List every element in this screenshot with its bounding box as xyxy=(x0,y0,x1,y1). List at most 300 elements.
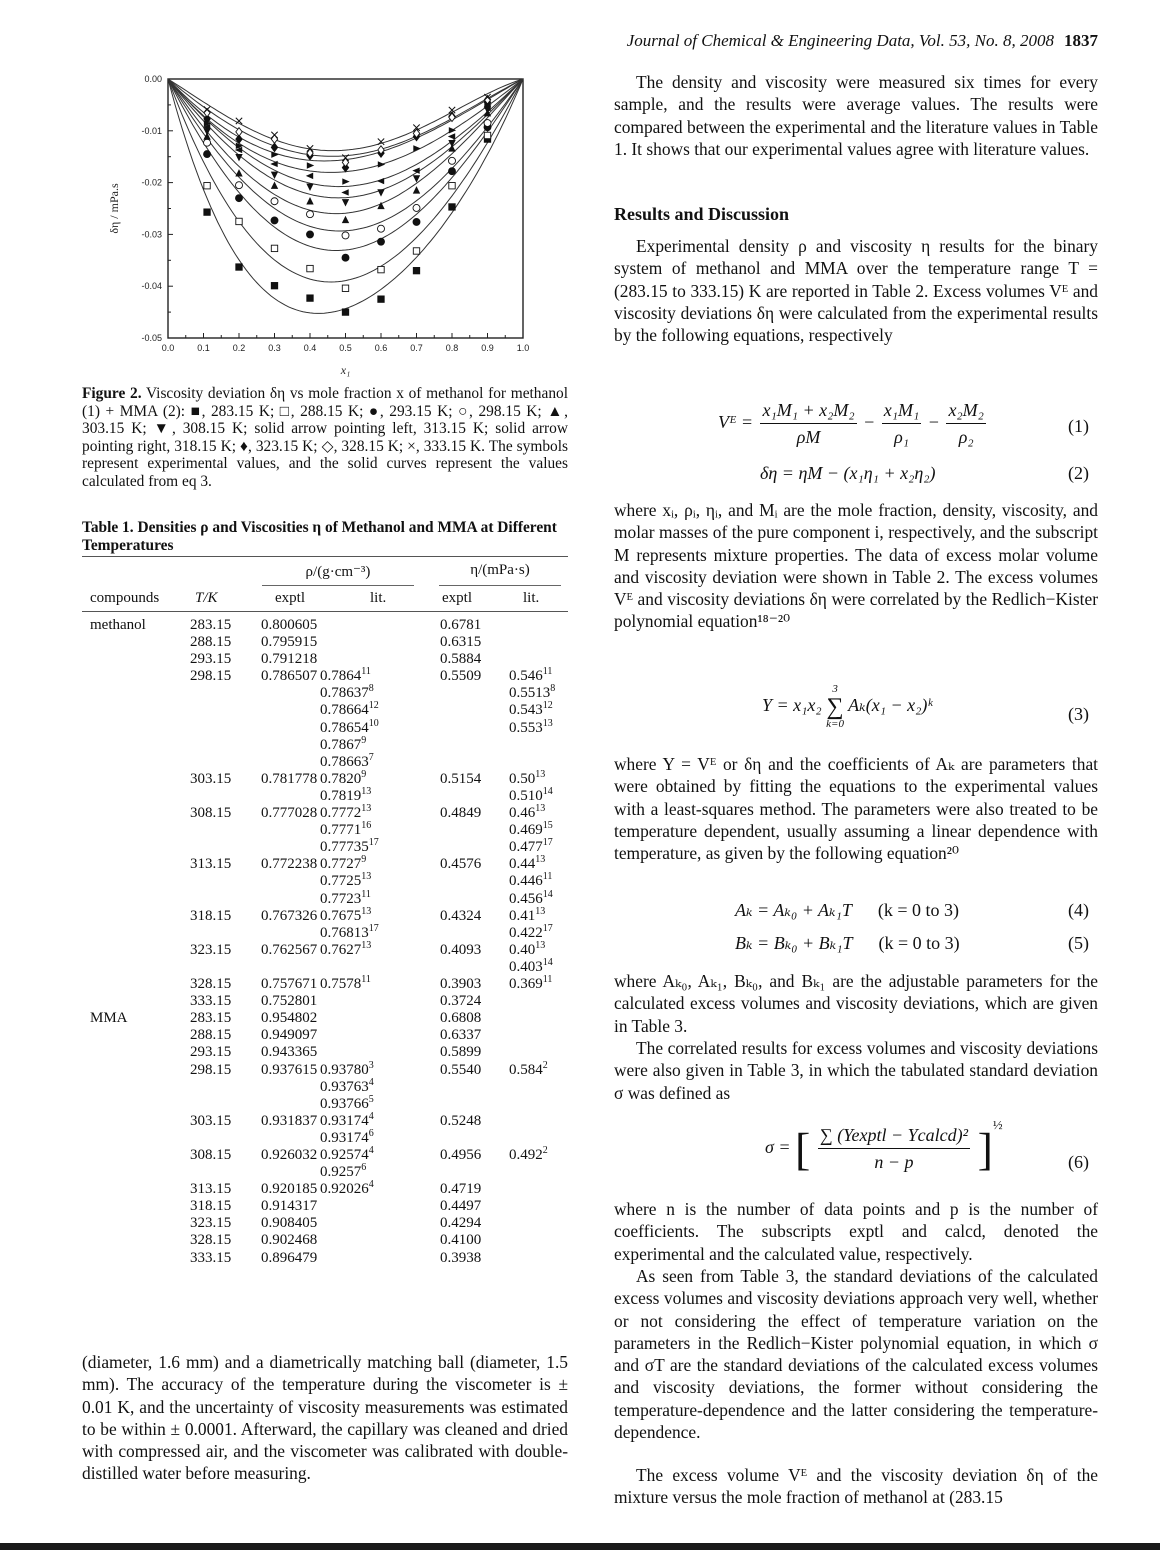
reference-superscript: 14 xyxy=(542,888,553,900)
eq5-text: Bₖ = Bₖ₀ + Bₖ₁T xyxy=(735,933,853,953)
data-point-filled-circle xyxy=(236,195,243,202)
cell-viscosity-exptl: 0.4294 xyxy=(440,1215,482,1232)
cell-viscosity-exptl: 0.4956 xyxy=(440,1146,482,1163)
cell-temperature: 328.15 xyxy=(190,976,232,993)
eq5-number: (5) xyxy=(1068,933,1089,953)
data-point-filled-square xyxy=(307,295,313,301)
col-header-eta-lit: lit. xyxy=(523,590,540,606)
reference-superscript: 13 xyxy=(361,871,372,883)
cell-density-exptl: 0.896479 xyxy=(261,1249,318,1266)
cell-density-lit: 0.92574$^4$ 0.9257$^6$ xyxy=(320,1144,374,1181)
cell-temperature: 323.15 xyxy=(190,941,232,958)
data-point-open-square xyxy=(307,265,313,271)
reference-superscript: 13 xyxy=(535,768,546,780)
data-point-open-square xyxy=(271,245,277,251)
reference-superscript: 17 xyxy=(368,837,379,849)
equation-1 xyxy=(718,400,989,448)
paragraph-results: Experimental density ρ and viscosity η results for the binary system of methanol and MMA over the temperature range T = (283.15 to 333.15) K are reported in Table 2. Excess volumes Vᴱ and viscosity deviations δη were calculated from the experimental results by the following equations, respectively xyxy=(614,236,1098,346)
table-row xyxy=(82,1110,568,1147)
cell-temperature: 293.15 xyxy=(190,651,232,668)
reference-superscript: 14 xyxy=(542,785,553,797)
cell-compound: MMA xyxy=(90,1010,128,1027)
cell-temperature: 303.15 xyxy=(190,1112,232,1129)
x-tick-label: 0.6 xyxy=(374,343,388,353)
data-point-open-circle xyxy=(378,225,385,232)
table-row xyxy=(82,1044,568,1061)
paragraph-measurements: The density and viscosity were measured six times for every sample, and the results were average values. The results were compared between the experimental and the literature values in Table 1. It shows that our experimental values agree with literature values. xyxy=(614,72,1098,159)
data-point-filled-triangle-left xyxy=(448,133,455,139)
data-point-filled-diamond xyxy=(271,143,277,151)
y-tick-label: 0.00 xyxy=(144,74,162,84)
cell-density-exptl: 0.757671 xyxy=(261,976,318,993)
eq1-minus-2: − xyxy=(928,412,939,433)
eq3-sum-top: 3 xyxy=(832,683,838,695)
page-bottom-edge xyxy=(0,1543,1160,1550)
equation-3 xyxy=(762,684,932,730)
cell-viscosity-exptl: 0.4497 xyxy=(440,1198,482,1215)
cell-temperature: 318.15 xyxy=(190,1198,232,1215)
reference-superscript: 9 xyxy=(361,768,367,780)
cell-density-exptl: 0.781778 xyxy=(261,770,318,787)
reference-superscript: 14 xyxy=(542,956,553,968)
cell-temperature: 333.15 xyxy=(190,1249,232,1266)
data-point-filled-triangle-right xyxy=(342,178,349,184)
table-row xyxy=(82,617,568,634)
cell-viscosity-exptl: 0.5899 xyxy=(440,1044,482,1061)
reference-superscript: 17 xyxy=(368,922,379,934)
cell-temperature: 323.15 xyxy=(190,1215,232,1232)
reference-superscript: 4 xyxy=(368,1144,374,1156)
fit-curve-28315K xyxy=(168,79,523,313)
data-point-filled-square xyxy=(413,267,419,273)
cell-density-exptl: 0.777028 xyxy=(261,805,318,822)
reference-superscript: 8 xyxy=(550,683,556,695)
cell-viscosity-lit: 0.369$^{11}$ xyxy=(509,974,553,993)
table-row xyxy=(82,939,568,976)
reference-superscript: 11 xyxy=(542,974,553,986)
data-point-filled-square xyxy=(378,296,384,302)
reference-superscript: 5 xyxy=(368,1093,374,1105)
col-header-rho-exptl: exptl xyxy=(275,590,305,606)
data-point-filled-square xyxy=(342,309,348,315)
cell-viscosity-lit: 0.46$^{13}$ 0.469$^{15}$ 0.477$^{17}$ xyxy=(509,803,553,856)
paragraph-n-p: where n is the number of data points and p is the number of coefficients. The subscripts exptl and calcd, denoted the experimental and the calculated value, respectively. xyxy=(614,1199,1098,1264)
cell-density-exptl: 0.752801 xyxy=(261,993,318,1010)
cell-temperature: 288.15 xyxy=(190,1027,232,1044)
table-row xyxy=(82,1010,568,1027)
cell-density-lit: 0.7627$^{13}$ xyxy=(320,939,372,958)
cell-density-exptl: 0.937615 xyxy=(261,1061,318,1078)
figure-caption xyxy=(82,385,568,491)
viscosity-deviation-chart xyxy=(0,0,580,380)
cell-temperature: 283.15 xyxy=(190,617,232,633)
cell-viscosity-exptl: 0.4719 xyxy=(440,1181,482,1198)
cell-temperature: 333.15 xyxy=(190,993,232,1010)
cell-viscosity-exptl: 0.5540 xyxy=(440,1061,482,1078)
table-row xyxy=(82,805,568,856)
col-header-rho-lit: lit. xyxy=(370,590,387,606)
y-axis-label: δη / mPa.s xyxy=(107,183,121,234)
equation-5 xyxy=(735,933,960,954)
x-tick-label: 0.3 xyxy=(268,343,281,353)
data-point-filled-triangle-up xyxy=(235,169,242,176)
cell-density-exptl: 0.954802 xyxy=(261,1010,318,1027)
table-row xyxy=(82,668,568,771)
eta-group-rule xyxy=(439,585,561,586)
reference-superscript: 13 xyxy=(535,939,546,951)
data-point-filled-triangle-left xyxy=(341,189,348,195)
eq6-numerator: ∑ (Yexptl − Ycalcd)² xyxy=(818,1125,970,1149)
eq1-den2: ρ₁ xyxy=(894,427,909,447)
eq6-number: (6) xyxy=(1068,1152,1089,1172)
cell-viscosity-exptl: 0.4324 xyxy=(440,907,482,924)
col-header-temperature: T/K xyxy=(195,590,218,606)
data-point-open-square xyxy=(413,248,419,254)
cell-viscosity-lit: 0.41$^{13}$ 0.422$^{17}$ xyxy=(509,905,553,941)
reference-superscript: 13 xyxy=(361,939,372,951)
reference-superscript: 13 xyxy=(535,803,546,815)
col-header-eta-exptl: exptl xyxy=(442,590,472,606)
cell-density-exptl: 0.795915 xyxy=(261,634,318,651)
cell-temperature: 293.15 xyxy=(190,1044,232,1061)
left-paragraph: (diameter, 1.6 mm) and a diametrically matching ball (diameter, 1.5 mm). The accuracy of the temperature during the viscometer is ± 0.01 K, and the uncertainty of viscosity measurements was estimated to be within ± 0.0001. Afterward, the capillary was cleaned and dried with compressed air, and the viscometer was calibrated with double-distilled water before measuring. xyxy=(82,1352,568,1484)
col-header-compounds: compounds xyxy=(90,590,160,606)
cell-density-exptl: 0.902468 xyxy=(261,1232,318,1249)
fit-curve-32815K xyxy=(168,79,523,156)
section-heading: Results and Discussion xyxy=(614,204,790,224)
data-point-open-square xyxy=(342,285,348,291)
data-point-filled-triangle-right xyxy=(307,162,314,168)
data-point-open-square xyxy=(378,266,384,272)
cell-viscosity-lit: 0.44$^{13}$ 0.446$^{11}$ 0.456$^{14}$ xyxy=(509,854,553,907)
table-row xyxy=(82,976,568,993)
table-row xyxy=(82,1232,568,1249)
table-row xyxy=(82,1027,568,1044)
table-row xyxy=(82,1250,568,1267)
eq1-den1: ρM xyxy=(796,427,821,447)
cell-density-lit: 0.7578$^{11}$ xyxy=(320,974,371,993)
cell-temperature: 318.15 xyxy=(190,907,232,924)
eq3-sum-bottom: k=0 xyxy=(826,718,844,730)
y-tick-label: -0.01 xyxy=(141,125,162,136)
data-point-filled-circle xyxy=(342,254,349,261)
cell-temperature: 313.15 xyxy=(190,1181,232,1198)
cell-viscosity-lit: 0.584$^2$ xyxy=(509,1059,548,1078)
cell-temperature: 308.15 xyxy=(190,805,232,822)
data-point-open-square xyxy=(204,183,210,189)
data-point-filled-triangle-up xyxy=(342,216,349,223)
data-point-open-circle xyxy=(449,157,456,164)
cell-temperature: 298.15 xyxy=(190,1061,232,1078)
cell-density-exptl: 0.800605 xyxy=(261,617,318,633)
cell-viscosity-exptl: 0.5884 xyxy=(440,651,482,668)
table-row xyxy=(82,634,568,651)
x-tick-label: 0.0 xyxy=(161,343,175,353)
cell-density-lit: 0.7727$^9$ 0.7725$^{13}$ 0.7723$^{11}$ xyxy=(320,854,372,907)
eq6-denominator: n − p xyxy=(874,1151,914,1172)
cell-viscosity-exptl: 0.5248 xyxy=(440,1112,482,1129)
eq4-text: Aₖ = Aₖ₀ + Aₖ₁T xyxy=(735,900,852,920)
cell-viscosity-lit: 0.546$^{11}$ 0.5513$^8$ 0.543$^{12}$ 0.553$^{13}$ xyxy=(509,666,556,736)
reference-superscript: 13 xyxy=(542,717,553,729)
data-point-filled-triangle-right xyxy=(378,161,385,167)
data-point-filled-triangle-up xyxy=(413,186,420,193)
eq1-minus: − xyxy=(864,412,875,433)
reference-superscript: 13 xyxy=(361,785,372,797)
reference-superscript: 11 xyxy=(542,666,553,678)
reference-superscript: 12 xyxy=(368,700,379,712)
data-point-filled-triangle-down xyxy=(448,140,455,147)
y-tick-label: -0.03 xyxy=(141,229,162,240)
reference-superscript: 11 xyxy=(361,974,371,986)
data-point-filled-circle xyxy=(204,151,211,158)
data-point-filled-triangle-down xyxy=(306,184,313,191)
reference-superscript: 7 xyxy=(368,751,374,763)
y-tick-label: -0.02 xyxy=(141,177,162,188)
eq2-number: (2) xyxy=(1068,463,1089,483)
data-point-open-circle xyxy=(271,198,278,205)
table-title: Table 1. Densities ρ and Viscosities η of Methanol and MMA at Different Temperatures xyxy=(82,519,557,554)
cell-viscosity-exptl: 0.4093 xyxy=(440,941,482,958)
paragraph-correlation: The correlated results for excess volumes and viscosity deviations were also given in Table 3, in which the tabulated standard deviation σ was defined as xyxy=(614,1038,1098,1103)
rho-group-rule xyxy=(262,585,414,586)
cell-viscosity-lit: 0.50$^{13}$ 0.510$^{14}$ xyxy=(509,768,553,804)
cell-viscosity-exptl: 0.4576 xyxy=(440,856,482,873)
data-point-open-circle xyxy=(484,120,491,127)
eq1-num1: x₁M₁ + x₂M₂ xyxy=(760,400,856,424)
cell-density-exptl: 0.791218 xyxy=(261,651,318,668)
sum-symbol: ∑ xyxy=(826,694,844,720)
cell-viscosity-exptl: 0.3903 xyxy=(440,976,482,993)
eq3-lhs: Y = x₁x₂ xyxy=(762,695,822,716)
figure-label: Figure 2. xyxy=(82,385,142,402)
cell-temperature: 298.15 xyxy=(190,668,232,685)
data-point-filled-triangle-left xyxy=(377,178,384,184)
eq1-lhs: Vᴱ = xyxy=(718,412,753,433)
reference-superscript: 17 xyxy=(542,922,553,934)
table-top-rule xyxy=(82,556,568,557)
eq1-num2: x₁M₁ xyxy=(882,400,922,424)
eq4-condition: (k = 0 to 3) xyxy=(877,900,959,920)
table-row xyxy=(82,905,568,942)
cell-density-exptl: 0.767326 xyxy=(261,907,318,924)
x-tick-label: 0.7 xyxy=(410,343,423,353)
cell-viscosity-exptl: 0.4849 xyxy=(440,805,482,822)
paragraph-parameters: where Y = Vᴱ or δη and the coefficients of Aₖ are parameters that were obtained by fitting the equations to the experimental values with a least-squares method. The parameters were also treated to be temperature dependent, usually assuming a linear dependence with temperature, as given by the following equation²⁰ xyxy=(614,754,1098,864)
cell-density-lit: 0.7864$^{11}$ 0.78637$^8$ 0.78664$^{12}$ 0.78654$^{10}$ 0.7867$^9$ 0.78663$^7$ xyxy=(320,666,379,770)
running-header xyxy=(560,31,1098,51)
paragraph-adjustable-params: where Aₖ₀, Aₖ₁, Bₖ₀, and Bₖ₁ are the adjustable parameters for the calculated excess volumes and viscosity deviations, which are given in Table 3. xyxy=(614,971,1098,1036)
reference-superscript: 3 xyxy=(368,1059,374,1071)
cell-temperature: 303.15 xyxy=(190,770,232,787)
cell-density-lit: 0.93174$^4$ 0.93174$^6$ xyxy=(320,1110,374,1146)
x-tick-label: 0.8 xyxy=(445,343,459,353)
cell-density-lit: 0.92026$^4$ xyxy=(320,1179,374,1198)
data-point-filled-circle xyxy=(378,238,385,245)
data-point-filled-triangle-up xyxy=(306,197,313,204)
cell-viscosity-lit: 0.492$^2$ xyxy=(509,1144,548,1163)
y-tick-label: -0.04 xyxy=(141,281,162,292)
data-point-filled-triangle-left xyxy=(306,173,313,179)
cell-viscosity-exptl: 0.6781 xyxy=(440,617,482,633)
x-tick-label: 0.9 xyxy=(481,343,494,353)
reference-superscript: 15 xyxy=(542,820,553,832)
x-tick-label: 0.5 xyxy=(339,343,352,353)
data-point-filled-circle xyxy=(271,217,278,224)
cell-viscosity-exptl: 0.3724 xyxy=(440,993,482,1010)
data-point-filled-circle xyxy=(307,231,314,238)
data-point-filled-square xyxy=(271,282,277,288)
reference-superscript: 16 xyxy=(361,820,372,832)
data-point-open-square xyxy=(236,218,242,224)
data-point-open-circle xyxy=(236,182,243,189)
reference-superscript: 9 xyxy=(361,854,367,866)
y-tick-label: -0.05 xyxy=(141,333,162,343)
equation-2: δη = ηM − (x₁η₁ + x₂η₂) xyxy=(760,463,936,483)
data-point-open-square xyxy=(449,183,455,189)
eta-group-header: η/(mPa·s) xyxy=(470,562,530,578)
eq1-num3: x₂M₂ xyxy=(946,400,986,424)
cell-density-exptl: 0.926032 xyxy=(261,1146,318,1163)
data-point-open-diamond xyxy=(271,135,277,143)
table-row xyxy=(82,993,568,1010)
fit-curve-33315K xyxy=(168,79,523,151)
cell-viscosity-exptl: 0.3938 xyxy=(440,1249,482,1266)
reference-superscript: 13 xyxy=(535,854,546,866)
cell-density-lit: 0.7675$^{13}$ 0.76813$^{17}$ xyxy=(320,905,379,941)
cell-density-lit: 0.93780$^3$ 0.93763$^4$ 0.93766$^5$ xyxy=(320,1059,374,1112)
eq6-lhs: σ = xyxy=(765,1137,791,1157)
cell-temperature: 283.15 xyxy=(190,1010,232,1027)
cell-viscosity-exptl: 0.5154 xyxy=(440,770,482,787)
table-row xyxy=(82,1059,568,1113)
reference-superscript: 4 xyxy=(368,1110,374,1122)
cell-viscosity-exptl: 0.6315 xyxy=(440,634,482,651)
reference-superscript: 9 xyxy=(361,734,367,746)
cell-viscosity-exptl: 0.4100 xyxy=(440,1232,482,1249)
eq3-rhs: Aₖ(x₁ − x₂)ᵏ xyxy=(848,695,933,716)
reference-superscript: 8 xyxy=(368,683,374,695)
data-point-filled-square xyxy=(204,209,210,215)
table-row xyxy=(82,1215,568,1232)
eq6-exponent: ½ xyxy=(992,1117,1003,1132)
reference-superscript: 2 xyxy=(542,1144,548,1156)
cell-density-exptl: 0.908405 xyxy=(261,1215,318,1232)
cell-temperature: 328.15 xyxy=(190,1232,232,1249)
x-tick-label: 0.4 xyxy=(303,343,317,353)
data-point-filled-triangle-right xyxy=(271,151,278,157)
table-row xyxy=(82,1198,568,1215)
reference-superscript: 2 xyxy=(542,1059,548,1071)
reference-superscript: 13 xyxy=(535,905,546,917)
cell-viscosity-exptl: 0.6808 xyxy=(440,1010,482,1027)
cell-density-lit: 0.7772$^{13}$ 0.7771$^{16}$ 0.77735$^{17}$ xyxy=(320,803,379,856)
reference-superscript: 12 xyxy=(542,700,553,712)
page-number: 1837 xyxy=(1064,31,1098,50)
reference-superscript: 17 xyxy=(542,837,553,849)
data-point-filled-triangle-right xyxy=(413,145,420,151)
table-row xyxy=(82,1144,568,1181)
cell-density-exptl: 0.920185 xyxy=(261,1181,318,1198)
eq3-number: (3) xyxy=(1068,704,1089,724)
data-point-filled-triangle-up xyxy=(271,182,278,189)
data-point-open-circle xyxy=(413,204,420,211)
data-point-filled-triangle-down xyxy=(377,189,384,196)
reference-superscript: 4 xyxy=(368,1179,374,1191)
paragraph-excess-volume: The excess volume Vᴱ and the viscosity deviation δη of the mixture versus the mole fraction of methanol at (283.15 xyxy=(614,1465,1098,1508)
eq5-condition: (k = 0 to 3) xyxy=(878,933,960,953)
x-tick-label: 0.2 xyxy=(232,343,246,353)
table-row xyxy=(82,768,568,805)
figure-caption-text: Viscosity deviation δη vs mole fraction x of methanol for methanol (1) + MMA (2): ■, 283.15 K; □, 288.15 K; ●, 293.15 K; ○, 298.15 K; ▲, 303.15 K; ▼, 308.15 K; solid arrow pointing left, 313.15 K; solid arrow pointing right, 318.15 K; ♦, 323.15 K; ◇, 328.15 K; ×, 333.15 K. The symbols represent experimental values, and the solid curves represent the values calculated from eq 3. xyxy=(82,385,568,490)
plot-frame xyxy=(168,79,523,338)
data-point-open-circle xyxy=(204,139,211,146)
reference-superscript: 6 xyxy=(361,1162,367,1174)
paragraph-std-dev: As seen from Table 3, the standard deviations of the calculated excess volumes and viscosity deviations approach very well, whether or not considering the effect of temperature variation on the parameters in the Redlich−Kister polynomial equation, in which σ and σT are the standard deviations of the calculated excess volumes and viscosity deviations, the former without considering the temperature-dependence and the latter considering the temperature-dependence. xyxy=(614,1266,1098,1443)
data-point-open-circle xyxy=(342,232,349,239)
cell-viscosity-exptl: 0.6337 xyxy=(440,1027,482,1044)
cell-viscosity-exptl: 0.5509 xyxy=(440,668,482,685)
cell-density-exptl: 0.762567 xyxy=(261,941,318,958)
eq1-den3: ρ₂ xyxy=(958,427,974,447)
data-point-open-circle xyxy=(307,211,314,218)
equation-6: σ = [ $\frac{\text{∑ (Yexptl − Ycalcd)²}}{n - p}$ ]$^{\frac{1}{2}}$ xyxy=(765,1117,1003,1175)
reference-superscript: 4 xyxy=(368,1076,374,1088)
rho-group-header: ρ/(g·cm⁻³) xyxy=(305,564,371,580)
cell-density-exptl: 0.943365 xyxy=(261,1044,318,1061)
eq4-number: (4) xyxy=(1068,900,1089,920)
cell-density-exptl: 0.914317 xyxy=(261,1198,318,1215)
table-row xyxy=(82,856,568,907)
table-body xyxy=(82,617,568,1267)
table-row xyxy=(82,1181,568,1198)
data-point-filled-triangle-down xyxy=(271,172,278,179)
data-point-filled-circle xyxy=(449,168,456,175)
cell-viscosity-lit: 0.40$^{13}$ 0.403$^{14}$ xyxy=(509,939,553,975)
x-tick-label: 0.1 xyxy=(197,343,210,353)
cell-compound: methanol xyxy=(90,617,146,633)
cell-density-lit: 0.7820$^9$ 0.7819$^{13}$ xyxy=(320,768,372,804)
data-point-filled-square xyxy=(236,264,242,270)
cell-density-exptl: 0.949097 xyxy=(261,1027,318,1044)
cell-density-exptl: 0.772238 xyxy=(261,856,318,873)
reference-superscript: 6 xyxy=(368,1127,374,1139)
x-tick-label: 1.0 xyxy=(516,343,530,353)
data-point-filled-square xyxy=(449,204,455,210)
cell-temperature: 308.15 xyxy=(190,1146,232,1163)
cell-density-exptl: 0.786507 xyxy=(261,668,318,685)
table-row xyxy=(82,651,568,668)
cell-temperature: 288.15 xyxy=(190,634,232,651)
x-axis-label: x₁ xyxy=(340,363,351,377)
equation-4 xyxy=(735,900,959,921)
eq1-number: (1) xyxy=(1068,416,1089,436)
table-header-rule xyxy=(82,611,568,612)
paragraph-definitions: where xᵢ, ρᵢ, ηᵢ, and Mᵢ are the mole fraction, density, viscosity, and molar masses of the pure component i, respectively, and the subscript M represents mixture properties. The data of excess molar volume and viscosity deviation were shown in Table 2. The excess volumes Vᴱ and viscosity deviations δη were correlated by the Redlich−Kister polynomial equation¹⁸⁻²⁰ xyxy=(614,500,1098,632)
data-point-filled-circle xyxy=(413,218,420,225)
journal-citation: Journal of Chemical & Engineering Data, Vol. 53, No. 8, 2008 xyxy=(626,31,1054,50)
reference-superscript: 13 xyxy=(361,905,372,917)
reference-superscript: 11 xyxy=(361,666,371,678)
reference-superscript: 10 xyxy=(368,717,379,729)
data-point-open-square xyxy=(484,132,490,138)
reference-superscript: 11 xyxy=(542,871,553,883)
reference-superscript: 11 xyxy=(361,888,371,900)
cell-density-exptl: 0.931837 xyxy=(261,1112,318,1129)
data-point-filled-triangle-down xyxy=(342,199,349,206)
cell-temperature: 313.15 xyxy=(190,856,232,873)
reference-superscript: 13 xyxy=(361,803,372,815)
